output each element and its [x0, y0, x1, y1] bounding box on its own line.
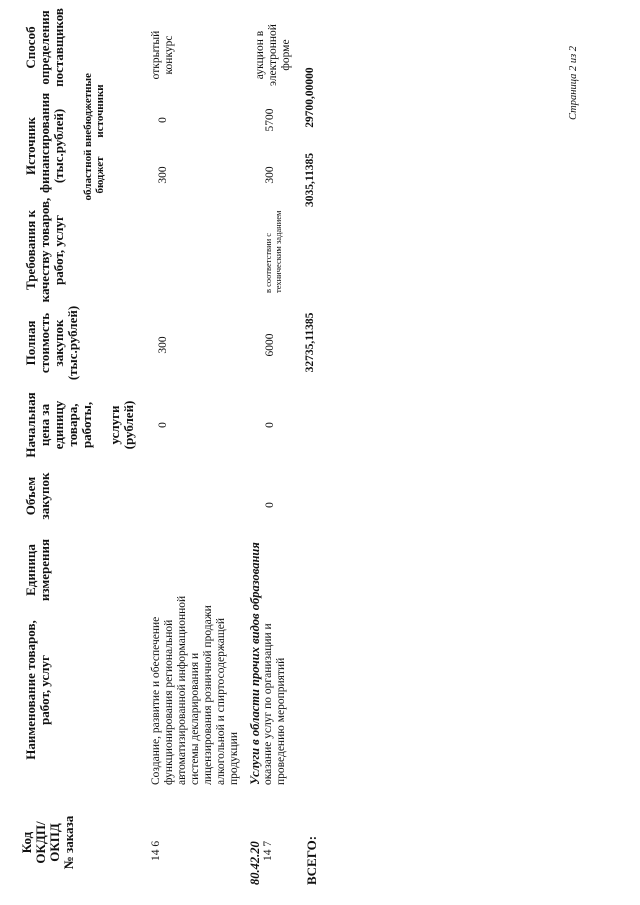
- row2-name: [262, 535, 288, 785]
- totals-regional: 3035,11385: [304, 153, 316, 207]
- row2-method-line: форме: [280, 39, 292, 71]
- row2-method-line: электронной: [267, 24, 279, 86]
- row2-code: 80.42.20: [248, 841, 262, 885]
- header-volume-line: закупок: [37, 472, 52, 520]
- row1-unit-price: 0: [157, 422, 169, 428]
- row1-name-line: лицензирования розничной продажи: [202, 605, 214, 785]
- row1-name-line: функционирования региональной: [163, 619, 175, 785]
- row2-name-line: оказание услуг по организации и: [262, 623, 274, 785]
- header-name: [24, 605, 52, 775]
- row2-number: 14 7: [262, 840, 274, 861]
- header-name-line: Наименование товаров,: [23, 620, 38, 760]
- header-name-line: работ, услуг: [37, 655, 52, 725]
- header-method-line: поставщиков: [51, 8, 66, 87]
- header-unit-price-line: Начальная: [23, 392, 38, 458]
- row2-method: [254, 15, 293, 95]
- header-unit-price-line: товара,: [65, 403, 80, 447]
- header-requirements-line: качеству товаров,: [37, 197, 52, 303]
- row1-name: [150, 535, 241, 785]
- header-funding-external: [82, 75, 106, 147]
- row1-name-line: алкогольной и спиртосодержащей: [215, 618, 227, 785]
- header-total-cost-line: Полная: [23, 320, 38, 366]
- header-code-line: № заказа: [61, 815, 76, 870]
- header-code-line: Код: [19, 831, 34, 854]
- header-total-cost: [24, 299, 80, 387]
- row1-regional: 300: [157, 166, 169, 184]
- row2-total-cost: 6000: [264, 333, 276, 357]
- header-unit-price-line: услуги: [107, 405, 122, 445]
- header-unit-price-line: цена за: [37, 403, 52, 447]
- header-total-cost-line: стоимость: [37, 312, 52, 374]
- header-requirements-line: Требования к: [23, 210, 38, 290]
- header-funding-regional-line: областной: [82, 149, 94, 201]
- row1-name-line: системы декларирования и: [189, 652, 201, 785]
- row2-requirements-line: в соответствии с: [263, 232, 273, 293]
- totals-total-cost: 32735,11385: [304, 312, 316, 373]
- header-funding-external-line: внебюджетные: [82, 73, 94, 147]
- row2-method-line: аукцион в: [254, 30, 266, 80]
- row2-requirements-line: техническим заданием: [273, 210, 283, 293]
- row1-method: [150, 15, 176, 95]
- header-funding-regional-line: бюджет: [94, 156, 106, 194]
- row1-total-cost: 300: [157, 336, 169, 354]
- header-method: [24, 0, 66, 95]
- header-code-line: ОКПД: [47, 823, 62, 862]
- header-unit-price-gap: [94, 385, 108, 465]
- totals-external: 29700,00000: [304, 67, 316, 128]
- header-code: [20, 800, 76, 885]
- row1-name-line: продукции: [228, 732, 240, 785]
- header-unit-line: измерения: [37, 538, 52, 602]
- header-unit-price-line: (рублей): [121, 400, 136, 450]
- header-code-line: ОКДП/: [33, 821, 48, 864]
- totals-label: ВСЕГО:: [304, 835, 319, 885]
- row1-method-line: конкурс: [163, 35, 175, 75]
- header-funding-line: Источник: [23, 116, 38, 176]
- page-number: Страница 2 из 2: [568, 45, 579, 120]
- header-funding: [23, 92, 66, 193]
- header-unit-price-line: единицу: [51, 400, 66, 450]
- row1-method-line: открытый: [150, 30, 162, 80]
- row2-unit-price: 0: [264, 422, 276, 428]
- row1-name-line: автоматизированной информационной: [176, 595, 188, 785]
- header-requirements-line: работ, услуг: [51, 215, 66, 285]
- header-volume: [24, 465, 52, 527]
- header-funding-regional: [82, 145, 106, 205]
- row2-regional: 300: [264, 166, 276, 184]
- header-method-line: определения: [37, 10, 52, 85]
- header-funding-line: (тыс.рублей): [51, 108, 66, 184]
- header-total-cost-line: (тыс.рублей): [65, 305, 80, 381]
- header-unit: [24, 535, 52, 605]
- row1-number: 14 6: [150, 840, 162, 861]
- row1-external: 0: [157, 117, 169, 123]
- header-unit-price: [24, 385, 136, 465]
- row2-volume: 0: [264, 502, 276, 508]
- row1-name-line: Создание, развитие и обеспечение: [150, 616, 162, 785]
- header-unit-line: Единица: [23, 544, 38, 596]
- header-volume-line: Объем: [23, 476, 38, 516]
- row2-external: 5700: [264, 108, 276, 132]
- header-requirements: [24, 195, 66, 305]
- header-unit-price-line: работы,: [79, 401, 94, 449]
- header-total-cost-line: закупок: [51, 319, 66, 367]
- row2-group: Услуги в области прочих видов образования: [248, 542, 262, 785]
- row2-name-line: проведению мероприятий: [275, 657, 287, 785]
- header-funding-external-line: источники: [94, 84, 106, 138]
- header-funding-line: финансирования: [37, 92, 52, 193]
- header-method-line: Способ: [23, 26, 38, 69]
